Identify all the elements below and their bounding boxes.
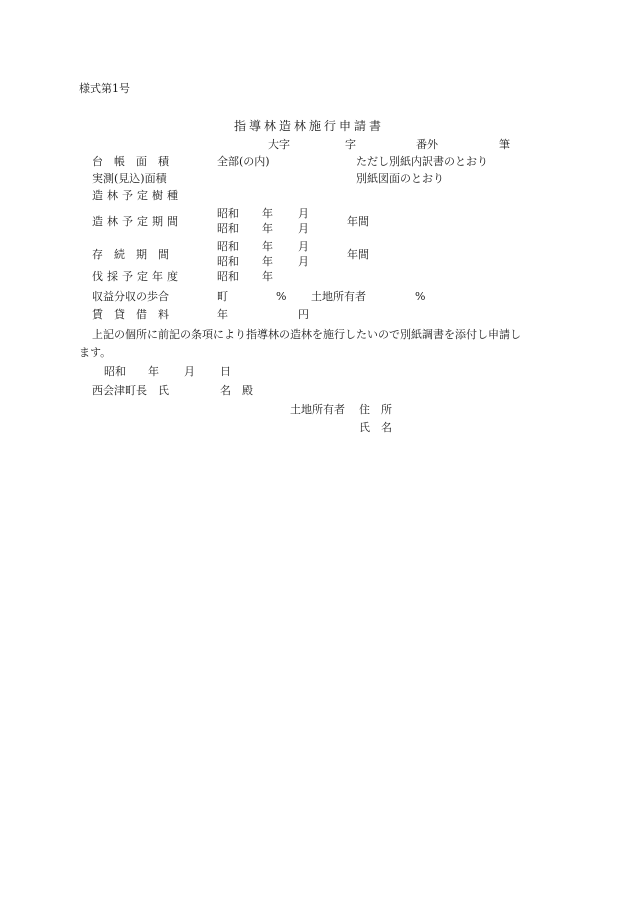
date-month: 月 (184, 365, 195, 378)
duration-unit: 年間 (347, 248, 369, 261)
planting-period-era-1: 昭和 (217, 207, 239, 220)
body-text-line-1: 上記の個所に前記の条項により指導林の造林を施行したいので別紙調書を添付し申請し (92, 328, 521, 341)
planting-period-year-2: 年 (262, 222, 273, 235)
addressee-name: 名 殿 (220, 384, 253, 397)
date-era: 昭和 (104, 365, 126, 378)
duration-month-1: 月 (298, 240, 309, 253)
harvest-year-label: 伐採予定年度 (92, 270, 182, 283)
duration-year-1: 年 (262, 240, 273, 253)
profit-share-pct-1: % (276, 290, 287, 303)
harvest-year-year: 年 (262, 270, 273, 283)
lease-yen: 円 (298, 308, 309, 321)
harvest-year-era: 昭和 (217, 270, 239, 283)
ledger-area-value: 全部(の内) (217, 155, 270, 168)
bangai-label: 番外 (416, 138, 438, 151)
profit-share-town: 町 (217, 290, 228, 303)
planting-period-month-1: 月 (298, 207, 309, 220)
applicant-role: 土地所有者 (290, 403, 345, 416)
actual-area-label: 実測(見込)面積 (92, 172, 167, 185)
profit-share-label: 収益分収の歩合 (92, 290, 169, 303)
hitsu-label: 筆 (499, 138, 510, 151)
document-title: 指導林造林施行申請書 (234, 119, 385, 133)
profit-share-owner: 土地所有者 (311, 290, 366, 303)
lease-year: 年 (217, 308, 228, 321)
ledger-area-label: 台 帳 面 積 (92, 155, 169, 168)
planting-period-label: 造林予定期間 (92, 215, 182, 228)
actual-area-note: 別紙図面のとおり (356, 172, 444, 185)
planting-period-unit: 年間 (347, 215, 369, 228)
date-year: 年 (148, 365, 159, 378)
profit-share-pct-2: % (415, 290, 426, 303)
applicant-name: 氏 名 (359, 421, 392, 434)
planting-period-era-2: 昭和 (217, 222, 239, 235)
oaza-label: 大字 (268, 138, 290, 151)
duration-year-2: 年 (262, 255, 273, 268)
species-label: 造林予定樹種 (92, 189, 182, 202)
aza-label: 字 (345, 138, 356, 151)
planting-period-month-2: 月 (298, 222, 309, 235)
lease-label: 賃 貸 借 料 (92, 308, 169, 321)
ledger-area-note: ただし別紙内訳書のとおり (356, 155, 488, 168)
body-text-line-2: ます。 (79, 346, 112, 359)
applicant-address: 住 所 (359, 403, 392, 416)
addressee-to: 西会津町長 氏 (92, 384, 169, 397)
duration-month-2: 月 (298, 255, 309, 268)
duration-era-1: 昭和 (217, 240, 239, 253)
planting-period-year-1: 年 (262, 207, 273, 220)
duration-era-2: 昭和 (217, 255, 239, 268)
form-number: 様式第1号 (79, 82, 130, 95)
duration-label: 存 続 期 間 (92, 248, 169, 261)
date-day: 日 (220, 365, 231, 378)
